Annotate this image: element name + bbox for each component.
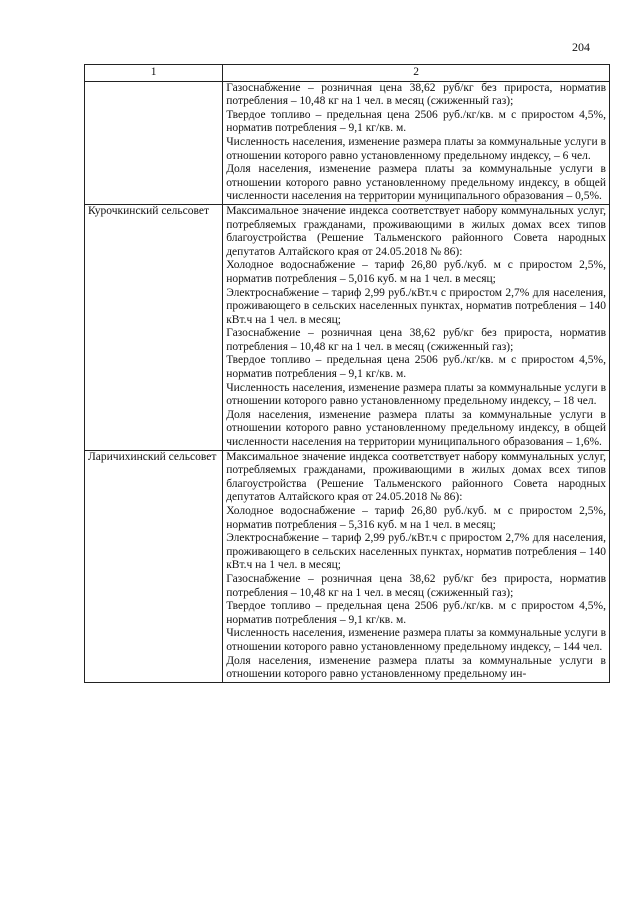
paragraph: Максимальное значение индекса соответствует набору коммунальных услуг, потребляемых гражданами, проживающими в жилых домах всех типов благоустройства (Решение Тальменского районного Совета народных депутатов Алтайского края от 24.05.2018 № 86): xyxy=(226,450,606,504)
page-number: 204 xyxy=(572,40,590,54)
table-header-row xyxy=(85,65,610,82)
description-cell xyxy=(223,81,610,204)
description-cell xyxy=(223,450,610,682)
table-row xyxy=(85,450,610,682)
paragraph: Газоснабжение – розничная цена 38,62 руб/кг без прироста, норматив потребления – 10,48 кг на 1 чел. в месяц (сжиженный газ); xyxy=(226,327,606,353)
paragraph: Численность населения, изменение размера платы за коммунальные услуги в отношении которого равно установленному предельному индексу, – 18 чел. xyxy=(226,381,606,408)
paragraph: Доля населения, изменение размера платы за коммунальные услуги в отношении которого равно установленному предельному ин- xyxy=(226,654,606,681)
municipality-name xyxy=(85,81,223,204)
document-table xyxy=(84,64,610,683)
paragraph: Газоснабжение – розничная цена 38,62 руб/кг без прироста, норматив потребления – 10,48 кг на 1 чел. в месяц (сжиженный газ); xyxy=(226,572,606,599)
table-row xyxy=(85,81,610,204)
paragraph: Холодное водоснабжение – тариф 26,80 руб./куб. м с приростом 2,5%, норматив потребления – 5,016 куб. м на 1 чел. в месяц; xyxy=(226,259,606,285)
paragraph: Электроснабжение – тариф 2,99 руб./кВт.ч с приростом 2,7% для населения, проживающего в сельских населенных пунктах, норматив потребления – 140 кВт.ч на 1 чел. в месяц; xyxy=(226,532,606,572)
table-row xyxy=(85,204,610,450)
paragraph: Газоснабжение – розничная цена 38,62 руб/кг без прироста, норматив потребления – 10,48 кг на 1 чел. в месяц (сжиженный газ); xyxy=(226,81,606,108)
paragraph: Доля населения, изменение размера платы за коммунальные услуги в отношении которого равно установленному предельному индексу, в общей численности населения на территории муниципального образования – 0,5%. xyxy=(226,163,606,203)
paragraph: Численность населения, изменение размера платы за коммунальные услуги в отношении которого равно установленному предельному индексу, – 6 чел. xyxy=(226,135,606,162)
paragraph: Твердое топливо – предельная цена 2506 руб./кг/кв. м с приростом 4,5%, норматив потребления – 9,1 кг/кв. м. xyxy=(226,108,606,135)
municipality-name: Курочкинский сельсовет xyxy=(85,204,223,450)
municipality-name: Ларичихинский сельсовет xyxy=(85,450,223,682)
paragraph: Холодное водоснабжение – тариф 26,80 руб./куб. м с приростом 2,5%, норматив потребления – 5,316 куб. м на 1 чел. в месяц; xyxy=(226,505,606,531)
paragraph: Максимальное значение индекса соответствует набору коммунальных услуг, потребляемых гражданами, проживающими в жилых домах всех типов благоустройства (Решение Тальменского районного Совета народных депутатов Алтайского края от 24.05.2018 № 86): xyxy=(226,204,606,258)
paragraph: Твердое топливо – предельная цена 2506 руб./кг/кв. м с приростом 4,5%, норматив потребления – 9,1 кг/кв. м. xyxy=(226,600,606,626)
description-cell xyxy=(223,204,610,450)
header-col-2: 2 xyxy=(223,65,610,82)
paragraph: Доля населения, изменение размера платы за коммунальные услуги в отношении которого равно установленному предельному индексу, в общей численности населения на территории муниципального образования – 1,6%. xyxy=(226,408,606,449)
paragraph: Твердое топливо – предельная цена 2506 руб./кг/кв. м с приростом 4,5%, норматив потребления – 9,1 кг/кв. м. xyxy=(226,354,606,381)
paragraph: Электроснабжение – тариф 2,99 руб./кВт.ч с приростом 2,7% для населения, проживающего в сельских населенных пунктах, норматив потребления – 140 кВт.ч на 1 чел. в месяц; xyxy=(226,286,606,326)
paragraph: Численность населения, изменение размера платы за коммунальные услуги в отношении которого равно установленному предельному индексу, – 144 чел. xyxy=(226,627,606,653)
header-col-1: 1 xyxy=(85,65,223,82)
